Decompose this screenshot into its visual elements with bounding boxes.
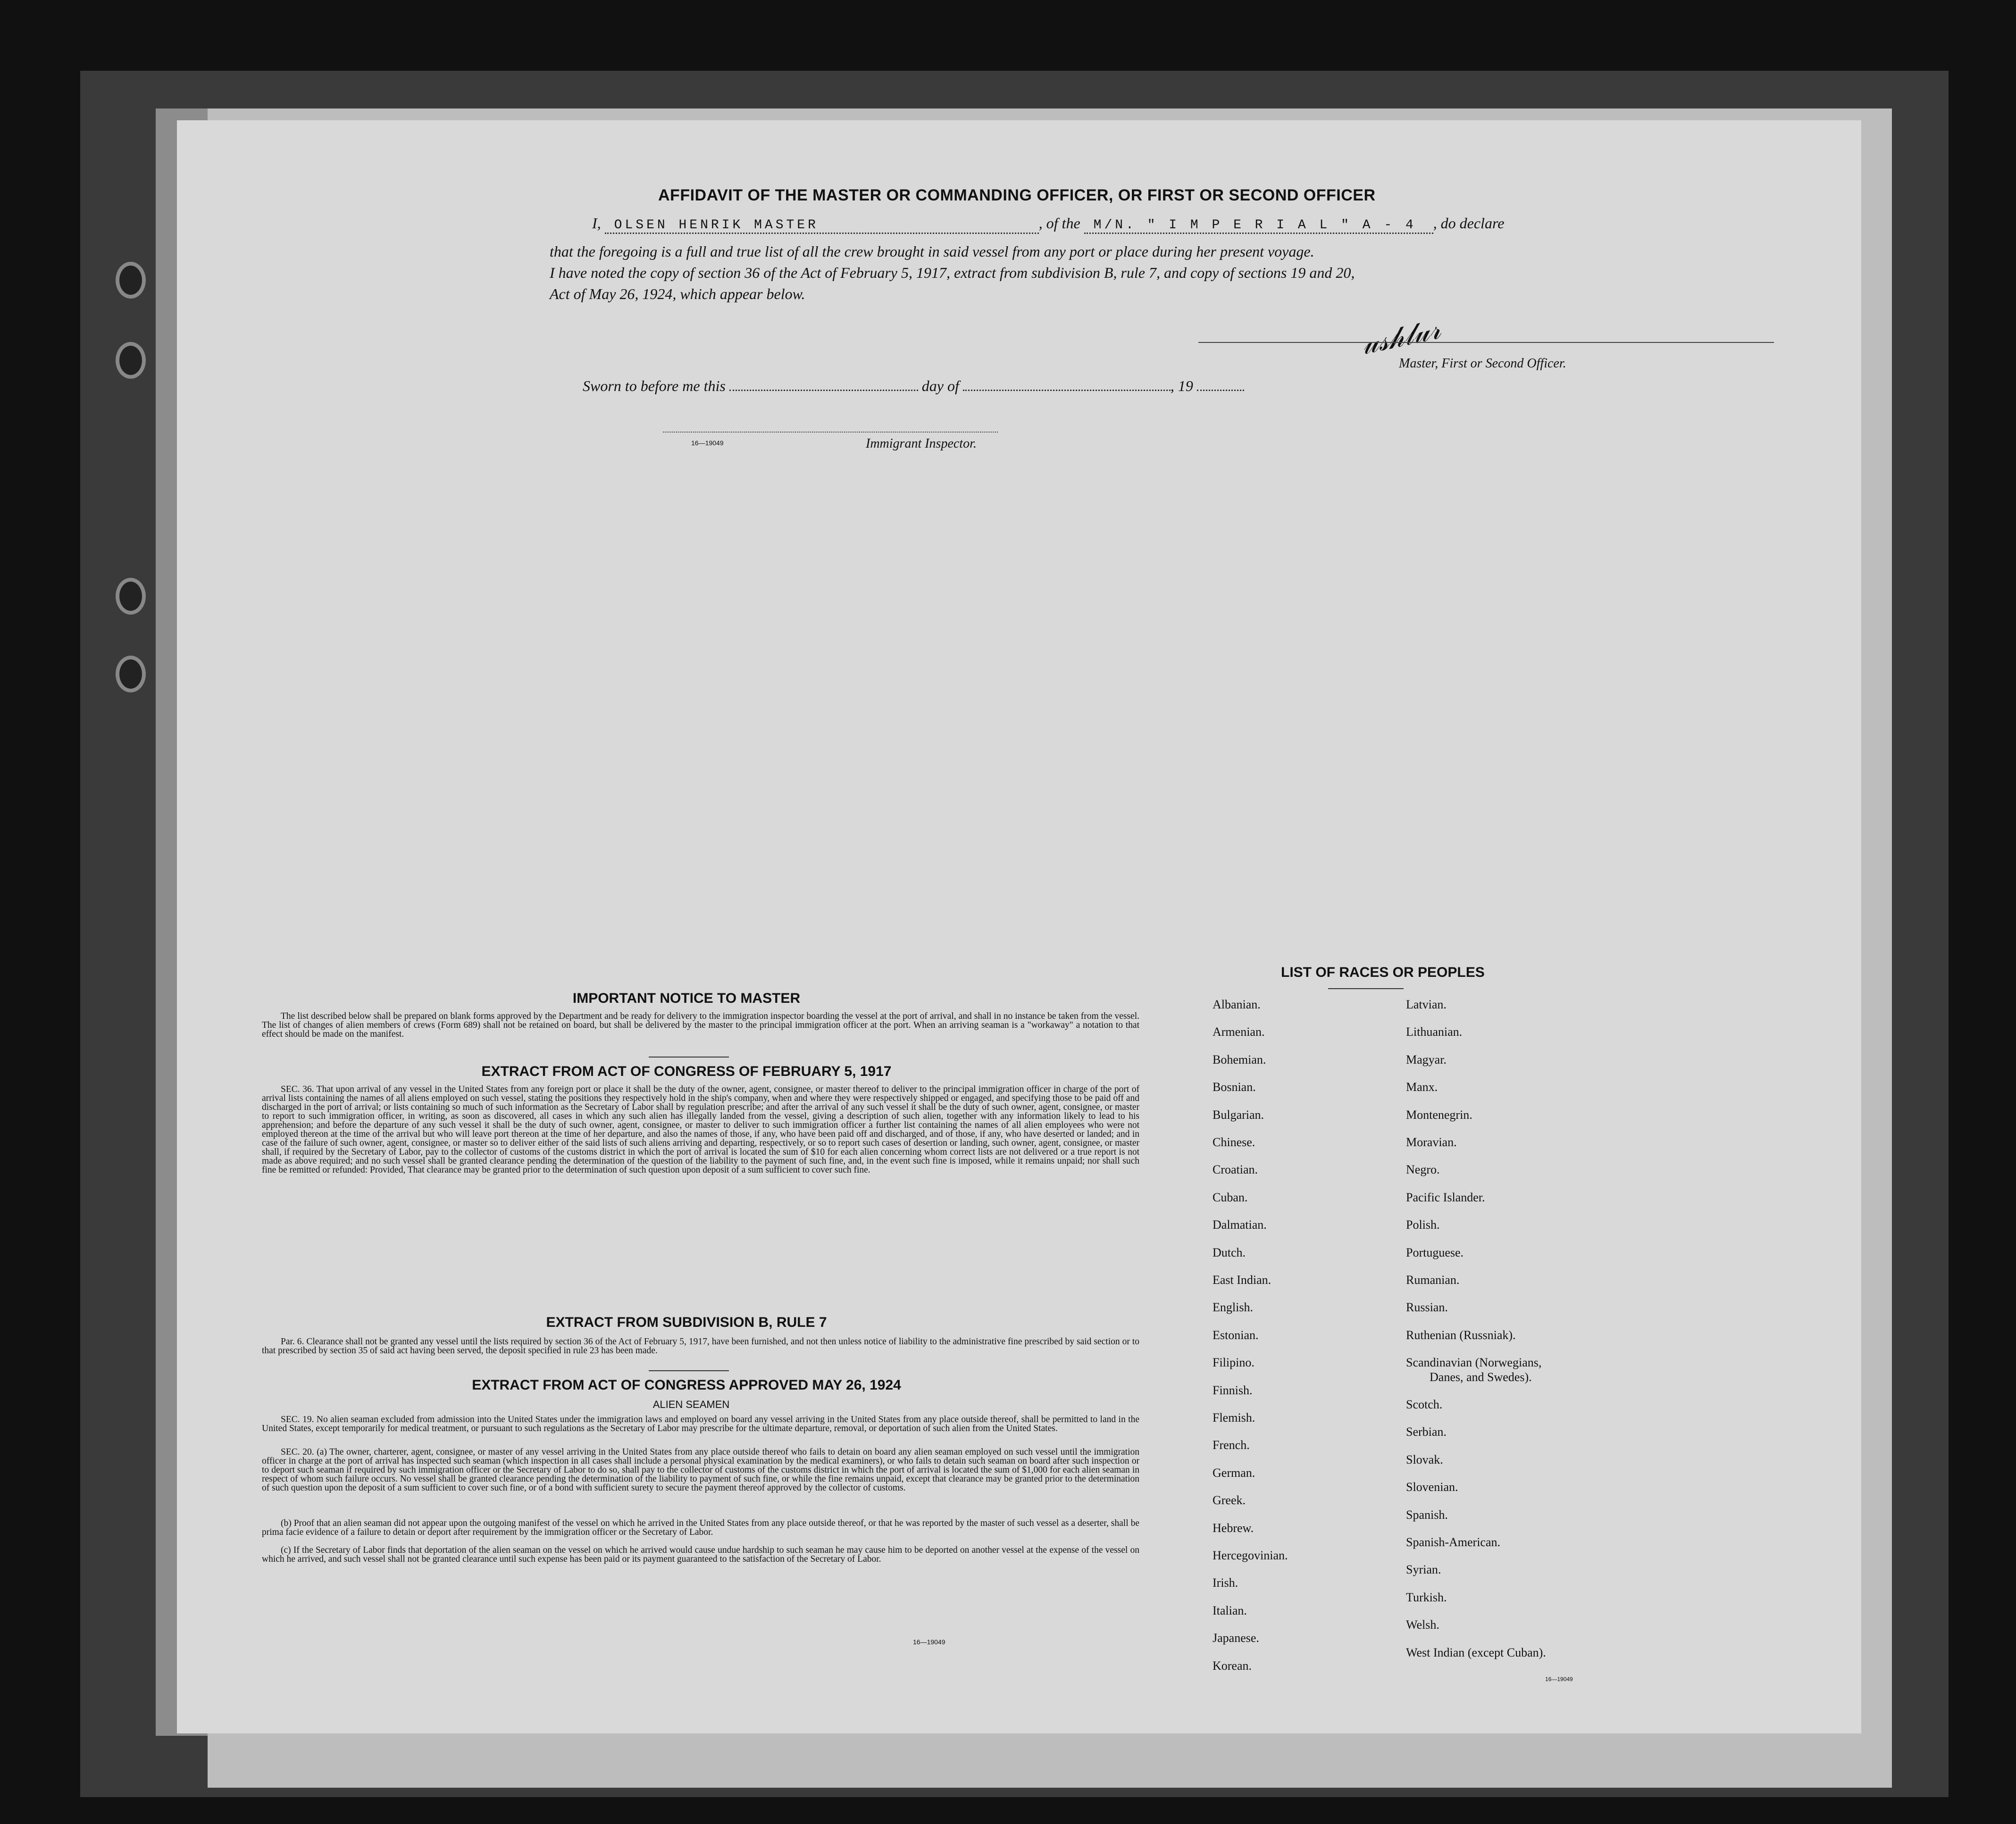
race-item: Scotch. <box>1406 1398 1443 1411</box>
race-item: Russian. <box>1406 1300 1448 1315</box>
race-item: Dutch. <box>1213 1245 1246 1259</box>
declaration-line-4: Act of May 26, 1924, which appear below. <box>550 285 805 302</box>
race-item: Croatian. <box>1213 1163 1258 1177</box>
race-item: Bohemian. <box>1213 1052 1266 1066</box>
inspector-line <box>663 432 998 433</box>
signature-label: Master, First or Second Officer. <box>1399 356 1566 371</box>
race-item: Flemish. <box>1213 1411 1255 1424</box>
declaration-prefix: I, <box>592 215 601 232</box>
extract-1924-subtitle: ALIEN SEAMEN <box>652 1399 730 1410</box>
race-item: Japanese. <box>1213 1631 1259 1645</box>
race-item: German. <box>1213 1466 1255 1480</box>
race-item: Bosnian. <box>1213 1080 1256 1094</box>
notice-text: The list described below shall be prepared on blank forms approved by the Department and be ready for delivery to the immigration inspector boarding the vessel at the port of arrival, and shall in no instance be taken from the vessel. The list of changes of alien members of crews (Form 689) shall not be retained on board, but shall be delivered by the master to the principal immigration officer at the port. When an arriving seaman is a "workaway" a notation to that effect should be made on the manifest. <box>262 1011 1139 1039</box>
race-item: Serbian. <box>1406 1425 1447 1439</box>
race-item: Lithuanian. <box>1406 1025 1463 1039</box>
race-item: Moravian. <box>1406 1135 1457 1149</box>
affidavit-sheet <box>177 120 1861 1733</box>
extract-1924-sec20c: (c) If the Secretary of Labor finds that deportation of the alien seaman on the vessel on which he arrived would cause undue hardship to such seaman he may cause him to be deported on another vessel at the expense of the vessel on which he arrived, and such vessel shall not be granted clearance until such expense has been paid or its payment guaranteed to the satisfaction of the Secretary of Labor. <box>262 1545 1139 1564</box>
sworn-prefix: Sworn to before me this <box>583 377 726 394</box>
race-item: French. <box>1213 1438 1250 1452</box>
race-item: Hebrew. <box>1213 1521 1254 1535</box>
race-item: Negro. <box>1406 1163 1440 1177</box>
declaration-suffix: , do declare <box>1433 215 1505 232</box>
form-code: 16—19049 <box>691 439 724 447</box>
race-item: Spanish. <box>1406 1508 1448 1522</box>
race-item: Italian. <box>1213 1603 1247 1617</box>
race-item: Turkish. <box>1406 1590 1447 1604</box>
race-item: Slovenian. <box>1406 1480 1458 1494</box>
affidavit-title: AFFIDAVIT OF THE MASTER OR COMMANDING OFFICER, OR FIRST OR SECOND OFFICER <box>658 186 1376 204</box>
races-title: LIST OF RACES OR PEOPLES <box>1281 965 1485 980</box>
sworn-date-field <box>729 390 918 391</box>
race-item: East Indian. <box>1213 1273 1272 1287</box>
race-item: Danes, and Swedes). <box>1430 1370 1532 1384</box>
extract-1924-sec19: SEC. 19. No alien seaman excluded from admission into the United States under the immigration laws and employed on board any vessel arriving in the United States from any place outside thereof, shall be permitted to land in the United States, except temporarily for medical treatment, or pursuant to such regulations as the Secretary of Labor may prescribe for the ultimate departure, removal, or deportation of such alien from the United States. <box>262 1415 1139 1433</box>
divider <box>649 1370 729 1371</box>
race-item: Dalmatian. <box>1213 1218 1267 1232</box>
form-code: 16—19049 <box>913 1638 945 1646</box>
inspector-label: Immigrant Inspector. <box>866 436 977 451</box>
race-item: Estonian. <box>1213 1328 1259 1342</box>
binder-hole <box>116 578 146 615</box>
divider <box>649 1057 729 1058</box>
race-item: Spanish-American. <box>1406 1535 1501 1549</box>
sworn-year-field <box>1197 390 1244 391</box>
race-item: Chinese. <box>1213 1135 1255 1149</box>
extract-rule7-text: Par. 6. Clearance shall not be granted any vessel until the lists required by section 36 of the Act of February 5, 1917, have been furnished, and not then unless notice of liability to the administrative fine prescribed by said section or to that prescribed by section 35 of said act having been served, the deposit specified in rule 23 has been made. <box>262 1337 1139 1356</box>
sworn-month-field <box>963 390 1171 391</box>
race-item: Portuguese. <box>1406 1245 1464 1259</box>
race-item: Pacific Islander. <box>1406 1190 1485 1204</box>
extract-1924-sec20b: (b) Proof that an alien seaman did not appear upon the outgoing manifest of the vessel on which he arrived in the United States from any place outside thereof, or that he was reported by the master of such vessel as a deserter, shall be prima facie evidence of a failure to detain or deport after requirement by the immigration officer or the Secretary of Labor. <box>262 1518 1139 1537</box>
extract-1924-title: EXTRACT FROM ACT OF CONGRESS APPROVED MAY 26, 1924 <box>472 1377 901 1393</box>
race-item: Hercegovinian. <box>1213 1549 1288 1562</box>
race-item: Manx. <box>1406 1080 1438 1094</box>
declaration-mid: , of the <box>1038 215 1080 232</box>
sworn-day-label: day of <box>921 377 959 394</box>
form-code: 16—19049 <box>1545 1676 1573 1682</box>
race-item: Montenegrin. <box>1406 1108 1472 1122</box>
race-item: Ruthenian (Russniak). <box>1406 1328 1516 1342</box>
extract-1917-text: SEC. 36. That upon arrival of any vessel in the United States from any foreign port or place it shall be the duty of the owner, agent, consignee, or master thereof to deliver to the principal immigration officer in charge of the port of arrival lists containing the names of all aliens employed on such vessel, stating the positions they respectively hold in the ship's company, when and where they were respectively shipped or engaged, and specifying those to be paid off and discharged in the port of arrival; or lists containing so much of such information as the Secretary of Labor shall by regulation prescribe; and after the arrival of any such vessel it shall be the duty of such owner, agent, consignee, or master to report to such immigration officer, in writing, as soon as discovered, all cases in which any such alien has illegally landed from the vessel, giving a description of such alien, together with any information likely to lead to his apprehension; and before the departure of any such vessel it shall be the duty of such owner, agent, consignee, or master to deliver to such immigration officer a further list containing the names of all alien employees who were not employed thereon at the time of the arrival but who will leave port thereon at the time of her departure, and also the names of those, if any, who have been paid off and discharged, and of those, if any, who have deserted or landed; and in case of the failure of such owner, agent, consignee, or master so to deliver either of the said lists of such aliens arriving and departing, respectively, or so to report such cases of desertion or landing, such owner, agent, consignee, or master shall, if required by the Secretary of Labor, pay to the collector of customs of the customs district in which the port of arrival is located the sum of $10 for each alien concerning whom correct lists are not delivered or a true report is not made as above required; and no such vessel shall be granted clearance pending the determination of the question of the liability to the payment of such fine, and, in the event such fine is imposed, while it remains unpaid; nor shall such fine be remitted or refunded: Provided, That clearance may be granted prior to the determination of such question upon deposit of a sum sufficient to cover such fine. <box>262 1084 1139 1175</box>
extract-rule7-title: EXTRACT FROM SUBDIVISION B, RULE 7 <box>546 1315 827 1330</box>
race-item: Scandinavian (Norwegians, <box>1406 1356 1542 1370</box>
binder-hole <box>116 656 146 692</box>
notice-title: IMPORTANT NOTICE TO MASTER <box>572 991 801 1006</box>
extract-1917-title: EXTRACT FROM ACT OF CONGRESS OF FEBRUARY 5, 1917 <box>481 1064 892 1079</box>
race-item: Finnish. <box>1213 1383 1253 1397</box>
signature-mark: 𝓊𝓈𝒽𝓁𝓊𝓇 <box>1358 313 1444 360</box>
race-item: Greek. <box>1213 1493 1246 1508</box>
race-item: Cuban. <box>1213 1190 1248 1204</box>
race-item: Filipino. <box>1213 1356 1255 1370</box>
race-item: Polish. <box>1406 1218 1440 1232</box>
race-item: Slovak. <box>1406 1452 1443 1466</box>
race-item: Armenian. <box>1213 1025 1265 1039</box>
race-item: English. <box>1213 1300 1253 1315</box>
race-item: Syrian. <box>1406 1563 1441 1577</box>
sworn-line <box>583 377 1244 395</box>
declaration-line-1 <box>592 215 1504 234</box>
race-item: Albanian. <box>1213 998 1261 1011</box>
race-item: Rumanian. <box>1406 1273 1460 1287</box>
binder-hole <box>116 262 146 299</box>
declaration-line-2: that the foregoing is a full and true list of all the crew brought in said vessel from any port or place during her present voyage. <box>550 243 1314 260</box>
race-item: Magyar. <box>1406 1052 1447 1066</box>
race-item: West Indian (except Cuban). <box>1406 1645 1546 1659</box>
master-name-field: OLSEN HENRIK MASTER <box>605 218 1039 234</box>
divider <box>1328 988 1404 989</box>
signature-line <box>1198 342 1774 343</box>
vessel-name-field: M/N. " I M P E R I A L " A - 4 <box>1084 218 1433 234</box>
race-item: Irish. <box>1213 1576 1238 1590</box>
race-item: Korean. <box>1213 1658 1252 1673</box>
binder-hole <box>116 342 146 379</box>
extract-1924-sec20a: SEC. 20. (a) The owner, charterer, agent, consignee, or master of any vessel arriving in the United States from any place outside thereof who fails to detain on board any alien seaman employed on such vessel until the immigration officer in charge at the port of arrival has inspected such seaman (which inspection in all cases shall include a personal physical examination by the medical examiners), or who fails to detain such seaman on board after such inspection or to deport such seaman if required by such immigration officer or the Secretary of Labor to do so, shall pay to the collector of customs of the customs district in which the port of arrival is located the sum of $1,000 for each alien seaman in respect of whom such failure occurs. No vessel shall be granted clearance pending the determination of the liability to payment of such fine, or while the fine remains unpaid, except that clearance may be granted prior to the determination of such question upon the deposit of a sum sufficient to cover such fine, or of a bond with sufficient surety to secure the payment thereof approved by the collector of customs. <box>262 1447 1139 1493</box>
sworn-year-label: , 19 <box>1170 377 1193 394</box>
race-item: Bulgarian. <box>1213 1108 1264 1122</box>
race-item: Welsh. <box>1406 1618 1439 1632</box>
race-item: Latvian. <box>1406 998 1447 1011</box>
declaration-line-3: I have noted the copy of section 36 of the Act of February 5, 1917, extract from subdivision B, rule 7, and copy of sections 19 and 20, <box>550 264 1355 281</box>
